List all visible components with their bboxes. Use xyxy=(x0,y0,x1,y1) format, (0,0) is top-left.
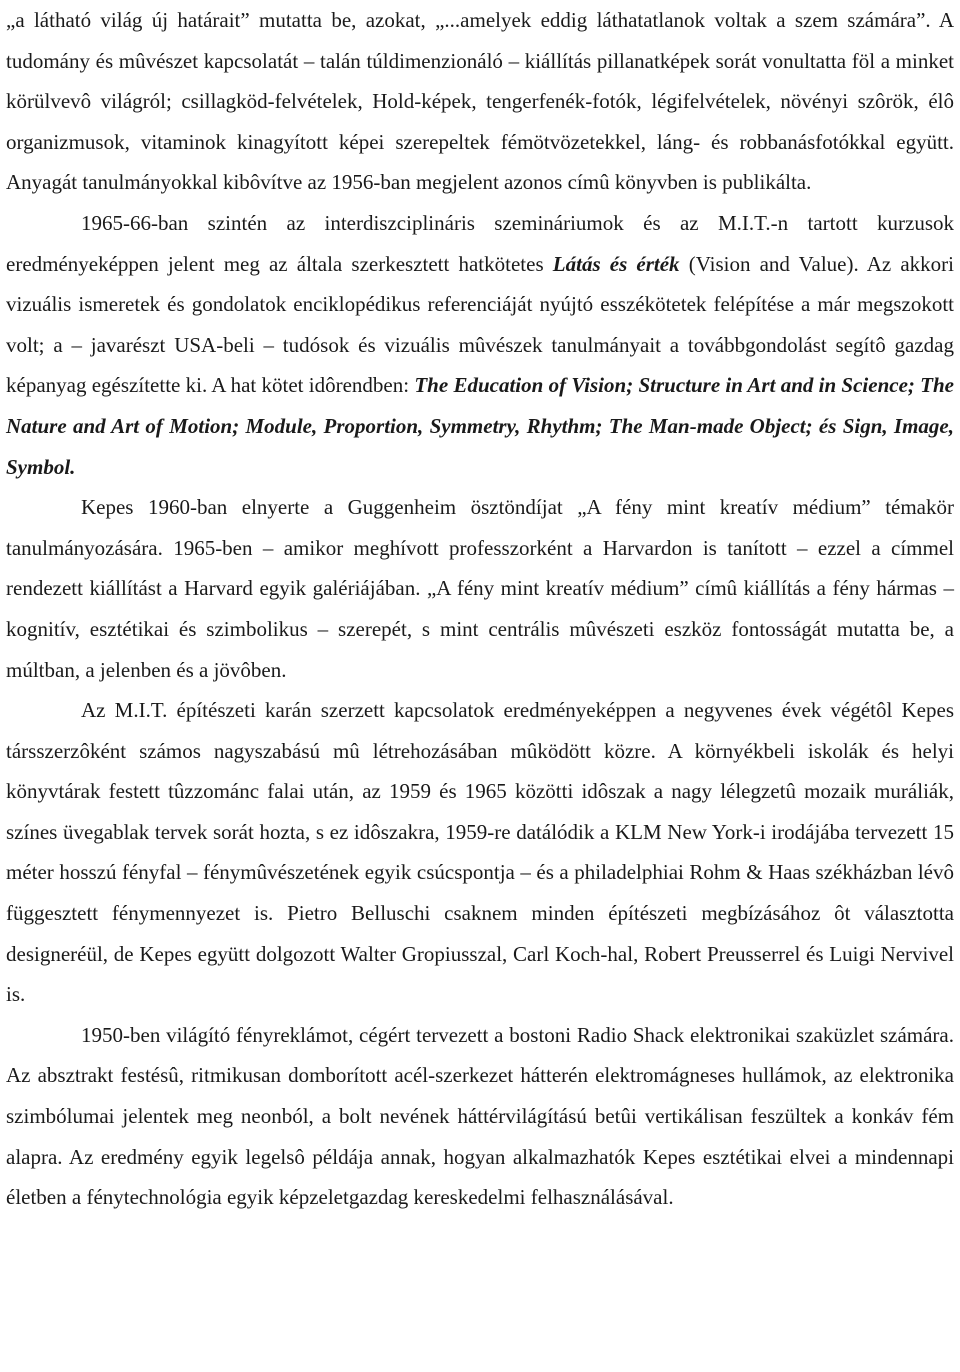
paragraph-2 xyxy=(6,203,954,487)
paragraph-2-text-after: (Vision and Value). Az akkori vizuális ismeretek és gondolatok enciklopédikus referenciáját nyújtó esszékötetek felépítése a már megszokott volt; a – javarészt USA-beli – tudósok és vizuális mûvészek tanulmányait a továbbgondolást segítô gazdag képanyag egészítette ki. A hat kötet idôrendben: xyxy=(6,251,955,398)
paragraph-3: Kepes 1960-ban elnyerte a Guggenheim ösztöndíjat „A fény mint kreatív médium” témakör tanulmányozására. 1965-ben – amikor meghívott professzorként a Harvardon is tanított – ezzel a címmel rendezett kiállítást a Harvard egyik galériájában. „A fény mint kreatív médium” címû kiállítás a fény hármas – kognitív, esztétikai és szimbolikus – szerepét, s mint centrális mûvészeti eszköz fontosságát mutatta be, a múltban, a jelenben és a jövôben. xyxy=(6,495,954,682)
paragraph-1: „a látható világ új határait” mutatta be, azokat, „...amelyek eddig láthatatlanok voltak a szem számára”. A tudomány és mûvészet kapcsolatát – talán túldimenzionáló – kiállítás pillanatképek sorát vonultatta föl a minket körülvevô világról; csillagköd-felvételek, Hold-képek, tengerfenék-fotók, légifelvételek, növényi szôrök, élô organizmusok, vitaminok kinagyított képei szerepeltek fémötvözetekkel, láng- és robbanásfotókkal együtt. Anyagát tanulmányokkal kibôvítve az 1956-ban megjelent azonos címû könyvben is publikálta. xyxy=(6,8,954,195)
book-title-latas-es-ertek: Látás és érték xyxy=(552,251,680,276)
paragraph-2-text-before: 1965-66-ban szintén az interdiszciplináris szemináriumok és az M.I.T.-n tartott kurzusok eredményeképpen jelent meg az általa szerkesztett hatkötetes xyxy=(6,210,954,276)
paragraph-4: Az M.I.T. építészeti karán szerzett kapcsolatok eredményeképpen a negyvenes évek végétôl Kepes társszerzôként számos nagyszabású mû létrehozásában mûködött közre. A környékbeli iskolák és helyi könyvtárak festett tûzzománc falai után, az 1959 és 1965 közötti idôszak a nagy lélegzetû mozaik muráliák, színes üvegablak tervek sorát hozta, s ez idôszakra, 1959-re datálódik a KLM New York-i irodájába tervezett 15 méter hosszú fényfal – fénymûvészetének egyik csúcspontja – és a philadelphiai Rohm & Haas székházban lévô függesztett fénymennyezet is. Pietro Belluschi csaknem minden építészeti megbízásához ôt választotta designeréül, de Kepes együtt dolgozott Walter Gropiusszal, Carl Koch-hal, Robert Preusserrel és Luigi Nervivel is. xyxy=(6,698,954,1007)
paragraph-5: 1950-ben világító fényreklámot, cégért tervezett a bostoni Radio Shack elektronikai szaküzlet számára. Az absztrakt festésû, ritmikusan domborított acél-szerkezet hátterén elektromágneses hullámok, az elektronika szimbólumai jelentek meg neonból, a bolt nevének háttérvilágítású betûi vertikálisan feszültek a konkáv fém alapra. Az eredmény egyik legelsô példája annak, hogyan alkalmazhatók Kepes esztétikai elvei a mindennapi életben a fénytechnológia egyik képzeletgazdag kereskedelmi felhasználásával. xyxy=(6,1022,954,1210)
volume-titles: The Education of Vision; Structure in Art and in Science; The Nature and Art of Motion; Module, Proportion, Symmetry, Rhythm; The Man-made Object; és Sign, Image, Symbol. xyxy=(6,373,954,479)
